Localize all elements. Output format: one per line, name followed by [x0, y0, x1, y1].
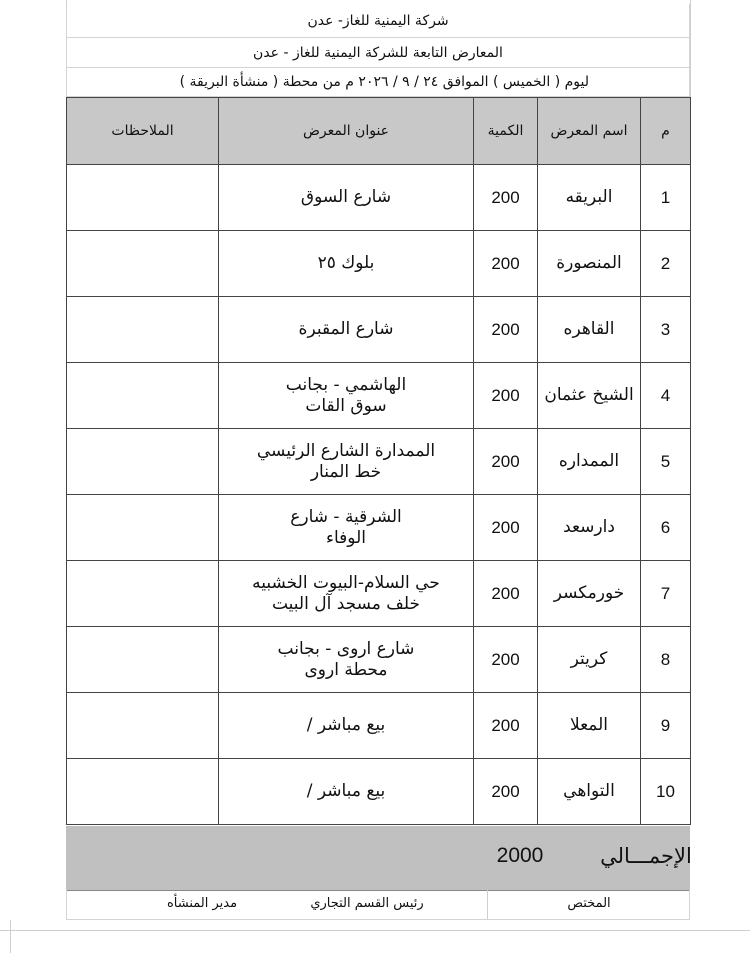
- address-line: بيع مباشر /: [306, 715, 386, 735]
- showroom-quantity: 200: [474, 627, 538, 693]
- showroom-name: المعلا: [538, 693, 641, 759]
- column-header-notes: الملاحظات: [67, 98, 219, 165]
- showroom-address: [219, 231, 474, 297]
- company-name-row: [66, 4, 690, 38]
- signature-commercial-head: رئيس القسم التجاري: [310, 896, 424, 911]
- showroom-notes: [67, 561, 219, 627]
- address-line: حي السلام-البيوت الخشبيه: [252, 572, 440, 593]
- column-header-index: م: [641, 98, 691, 165]
- address-line: الممدارة الشارع الرئيسي: [256, 440, 436, 461]
- showroom-notes: [67, 759, 219, 825]
- table-header-row: [67, 98, 691, 165]
- date-line: ليوم ( الخميس ) الموافق ٢٤ / ٩ / ٢٠٢٦ م من محطة ( منشأة البريقة ): [179, 74, 589, 90]
- address-line: بلوك ٢٥: [317, 253, 375, 273]
- table-row: [67, 627, 691, 693]
- showroom-notes: [67, 363, 219, 429]
- address-line: شارع اروى - بجانب: [277, 638, 415, 659]
- showroom-notes: [67, 231, 219, 297]
- showroom-name: القاهره: [538, 297, 641, 363]
- showroom-notes: [67, 495, 219, 561]
- showroom-address: [219, 429, 474, 495]
- showroom-quantity: 200: [474, 429, 538, 495]
- signature-specialist: المختص: [567, 896, 611, 911]
- date-row: [66, 68, 690, 97]
- showroom-quantity: 200: [474, 165, 538, 231]
- row-index: 1: [641, 165, 691, 231]
- row-index: 8: [641, 627, 691, 693]
- row-index: 4: [641, 363, 691, 429]
- showroom-name: الممداره: [538, 429, 641, 495]
- showroom-quantity: 200: [474, 297, 538, 363]
- showroom-quantity: 200: [474, 363, 538, 429]
- column-header-address: عنوان المعرض: [219, 98, 474, 165]
- table-row: [67, 561, 691, 627]
- bottom-guide-line: [0, 930, 750, 931]
- address-line: الوفاء: [326, 527, 366, 548]
- address-line: الهاشمي - بجانب: [285, 374, 407, 395]
- address-line: شارع السوق: [300, 187, 392, 207]
- address-line: الشرقية - شارع: [290, 506, 402, 527]
- table-row: [67, 495, 691, 561]
- address-line: شارع المقبرة: [298, 319, 394, 339]
- table-row: [67, 759, 691, 825]
- table-body: [67, 165, 691, 825]
- showroom-name: الشيخ عثمان: [538, 363, 641, 429]
- table-row: [67, 231, 691, 297]
- address-line: بيع مباشر /: [306, 781, 386, 801]
- row-index: 10: [641, 759, 691, 825]
- signature-facility-manager: مدير المنشأه: [166, 896, 238, 911]
- total-value: 2000: [496, 844, 544, 867]
- showroom-address: [219, 759, 474, 825]
- showroom-quantity: 200: [474, 693, 538, 759]
- table-row: [67, 297, 691, 363]
- showroom-notes: [67, 627, 219, 693]
- subtitle-row: [66, 38, 690, 68]
- signature-divider: [487, 890, 488, 919]
- table-row: [67, 165, 691, 231]
- signatures-row: [66, 890, 690, 920]
- showroom-notes: [67, 429, 219, 495]
- right-margin-line: [690, 0, 691, 97]
- company-name: شركة اليمنية للغاز- عدن: [307, 13, 449, 29]
- address-line: محطة اروى: [304, 659, 388, 680]
- row-index: 7: [641, 561, 691, 627]
- showroom-notes: [67, 165, 219, 231]
- corner-guide-line: [10, 920, 11, 953]
- showroom-quantity: 200: [474, 231, 538, 297]
- row-index: 3: [641, 297, 691, 363]
- table-row: [67, 363, 691, 429]
- showroom-name: دارسعد: [538, 495, 641, 561]
- showroom-name: التواهي: [538, 759, 641, 825]
- showroom-address: [219, 561, 474, 627]
- total-label: الإجمـــالي: [600, 844, 692, 868]
- showroom-quantity: 200: [474, 495, 538, 561]
- row-index: 6: [641, 495, 691, 561]
- showroom-address: [219, 693, 474, 759]
- row-index: 5: [641, 429, 691, 495]
- address-line: سوق القات: [305, 395, 387, 416]
- showroom-address: [219, 165, 474, 231]
- showroom-notes: [67, 693, 219, 759]
- showroom-address: [219, 495, 474, 561]
- address-line: خط المنار: [310, 461, 382, 482]
- showroom-name: كريتر: [538, 627, 641, 693]
- showroom-name: المنصورة: [538, 231, 641, 297]
- showroom-quantity: 200: [474, 561, 538, 627]
- row-index: 2: [641, 231, 691, 297]
- table-row: [67, 429, 691, 495]
- showroom-address: [219, 297, 474, 363]
- showroom-address: [219, 363, 474, 429]
- document-subtitle: المعارض التابعة للشركة اليمنية للغاز - عدن: [253, 45, 503, 61]
- table-row: [67, 693, 691, 759]
- column-header-quantity: الكمية: [474, 98, 538, 165]
- total-row: [66, 826, 690, 891]
- address-line: خلف مسجد آل البيت: [271, 593, 421, 614]
- showroom-quantity: 200: [474, 759, 538, 825]
- row-index: 9: [641, 693, 691, 759]
- showroom-address: [219, 627, 474, 693]
- column-header-name: اسم المعرض: [538, 98, 641, 165]
- showroom-name: خورمكسر: [538, 561, 641, 627]
- showroom-notes: [67, 297, 219, 363]
- showrooms-table: [66, 97, 691, 825]
- showroom-name: البريقه: [538, 165, 641, 231]
